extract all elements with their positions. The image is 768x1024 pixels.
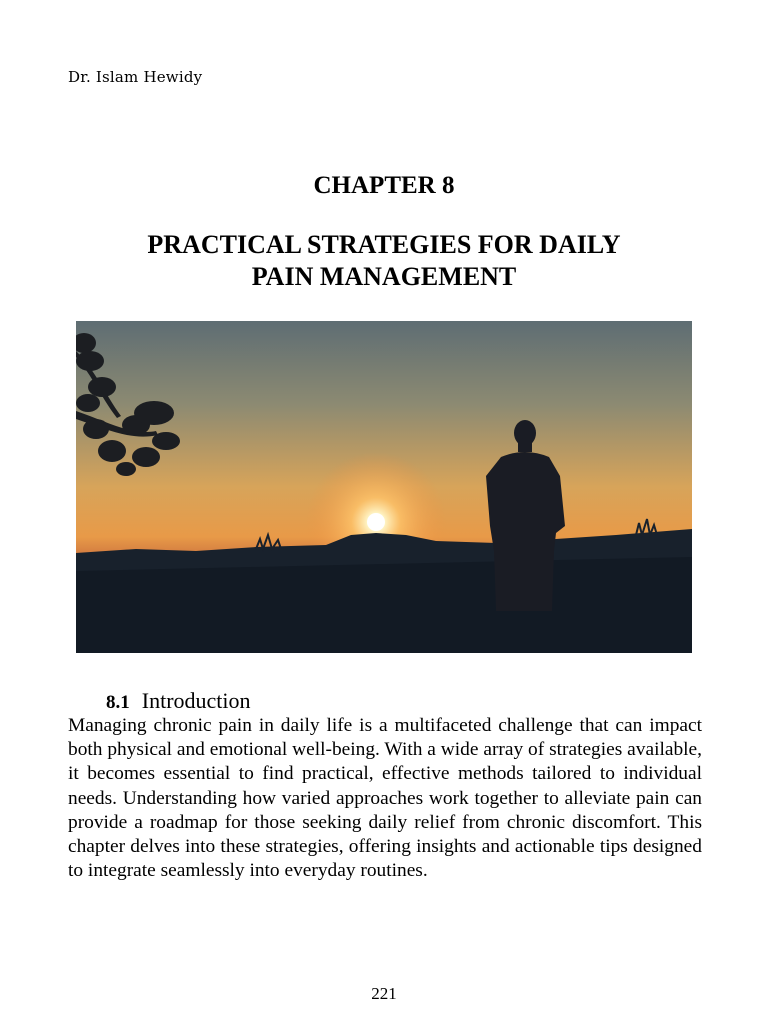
section-heading xyxy=(106,688,251,714)
intro-paragraph: Managing chronic pain in daily life is a multifaceted challenge that can impact both physical and emotional well-being. With a wide array of strategies available, it becomes essential to find practical, effective methods tailored to individual needs. Understanding how varied approaches work together to alleviate pain can provide a roadmap for those seeking daily relief from chronic discomfort. This chapter delves into these strategies, offering insights and actionable tips designed to integrate seamlessly into everyday routines. xyxy=(68,715,702,882)
page-number: 221 xyxy=(371,984,397,1003)
chapter-number: CHAPTER 8 xyxy=(313,172,455,199)
chapter-title-line-1: PRACTICAL STRATEGIES FOR DAILY xyxy=(147,230,621,259)
sunset-silhouette-photo xyxy=(76,321,692,653)
section-number: 8.1 xyxy=(106,692,130,713)
chapter-title xyxy=(60,229,708,293)
section-title: Introduction xyxy=(141,688,251,713)
running-header-author: Dr. Islam Hewidy xyxy=(68,68,203,86)
chapter-title-line-2: PAIN MANAGEMENT xyxy=(251,262,517,291)
